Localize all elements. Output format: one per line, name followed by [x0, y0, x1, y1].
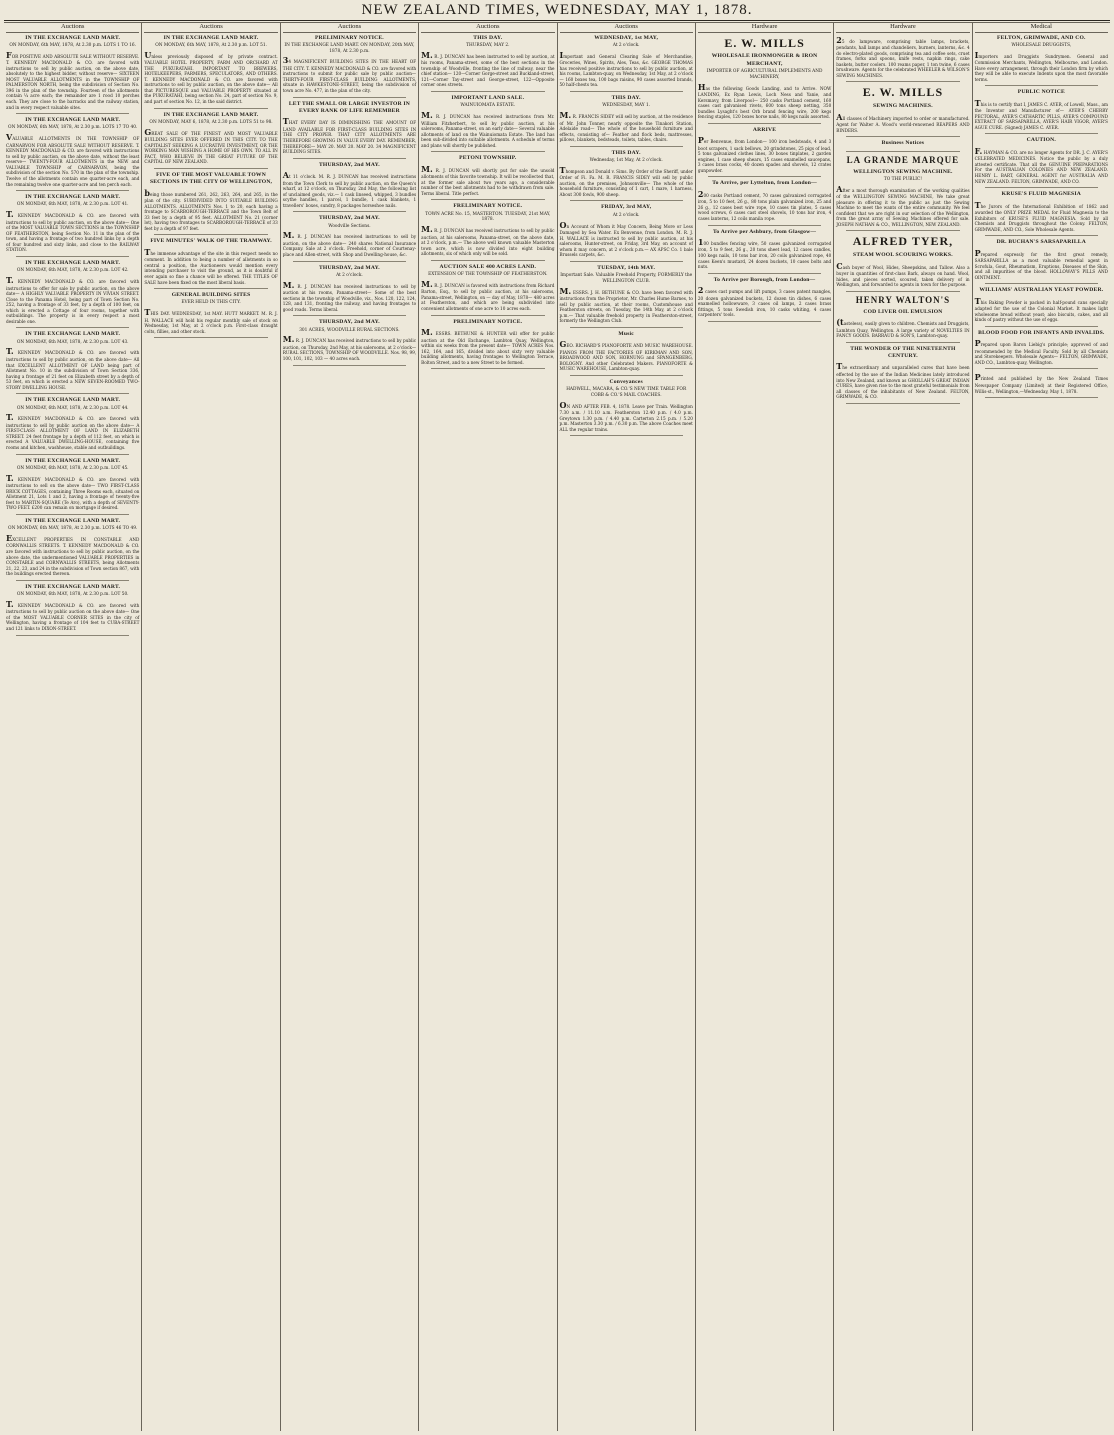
- advertisement-heading: AUCTION SALE 400 ACRES LAND.: [439, 263, 537, 270]
- advertisement-body: Prepared upon Baron Liebig's principle; approved of and recommended by the Medical Faculty. Sold by all Chemists and Storekeepers. Wholesale Agents— FELTON, GRIMWADE, AND CO., Lambton-quay, Wellington.: [974, 338, 1108, 365]
- advertisement-block: [698, 180, 831, 221]
- advertisement-block: [560, 35, 693, 88]
- column-heading: Auctions: [144, 23, 277, 33]
- advertisement-block: [836, 85, 969, 133]
- advertisement-heading: Conveyances: [609, 378, 643, 385]
- advertisement-body: ON AND AFTER FEB. 4, 1878. Leave per Train. Wellington 7.30 a.m. / 11.10 a.m. Featherston 12.40 p.m. / 4.0 p.m. Greytown 1.30 p.m. / 4.40 p.m. Carterton 2.15 p.m. / 5.20 p.m. Masterton 3.30 p.m. / 6.30 p.m. The above Coaches meet ALL the regular trains.: [559, 399, 693, 432]
- advertisement-separator: [154, 168, 267, 169]
- advertisement-block: [975, 330, 1108, 366]
- advertisement-separator: [846, 230, 959, 231]
- advertisement-body: M. R. J. DUNCAN will shortly put for sale the unsold allotments of this favorite township. It will be recollected that, at the former sale about two years ago, a considerable number of the best allotments had to be withdrawn from sale. Terms liberal. Title perfect.: [421, 163, 555, 196]
- advertisement-heading: THURSDAY, 2nd MAY.: [318, 161, 380, 168]
- advertisement-body: being those numbered 261, 262, 263, 264, and 265, in the plan of the city. SUBDIVIDED INTO SUITABLE BUILDING ALLOTMENTS. ALLOTMENTS Nos. 1 to 20, each having a frontage to SCARBOROUGH-TERRACE and the Town Belt of 33 feet by a depth of 95 feet. ALLOTMENT No. 21 (corner lot), having two frontages to SCARBOROUGH-TERRACE of 33 feet by a depth of 97 feet.: [144, 187, 278, 231]
- advertisement-block: [283, 162, 416, 209]
- advertisement-separator: [431, 151, 544, 152]
- advertisement-heading: IN THE EXCHANGE LAND MART.: [25, 259, 121, 266]
- advertisement-separator: [293, 158, 406, 159]
- advertisement-heading: PRELIMINARY NOTICE.: [314, 34, 384, 41]
- advertisement-body: T. KENNEDY MACDONALD & CO. are favored with instructions to sell by public auction on the above date— A FIRST-CLASS ALLOTMENT OF LAND IN ELIZABETH STREET. 24 feet frontage by a depth of 112 feet, on which is erected A VALUABLE DWELLING-HOUSE, containing five rooms and kitchen, washhouse, stable and outbuildings.: [6, 412, 140, 451]
- newspaper-column: [834, 23, 972, 1431]
- advertisement-block: [975, 372, 1108, 394]
- advertisement-block: [836, 295, 969, 339]
- advertisement-block: [836, 346, 969, 400]
- advertisement-body: T. KENNEDY MACDONALD & CO. are favored with instructions to sell by public auction, on the above date— All that EXCELLENT ALLOTMENT OF LAND being part of Allotment No. 10 in the subdivision of Town Section 336, having a frontage of 21 feet on Elizabeth street by a depth of 53 feet, on which is erected a NEW SEVEN-ROOMED TWO-STORY DWELLING HOUSE.: [6, 346, 140, 390]
- advertisement-heading: PUBLIC NOTICE: [1017, 89, 1065, 96]
- advertisement-subheading: Important Sale. Valuable Freehold Property, FORMERLY the WELLINGTON CLUB.: [560, 273, 693, 284]
- advertisement-separator: [431, 260, 544, 261]
- advertisement-heading: THIS DAY.: [473, 34, 503, 41]
- advertisement-block: [421, 155, 554, 196]
- advertisement-separator: [293, 97, 406, 98]
- advertisement-body: M. R. J. DUNCAN has received instructions to sell by public auction, on Thursday, 2nd May, at his salerooms, at 2 o'clock— RURAL SECTIONS, TOWNSHIP OF WOODVILLE. Nos. 98, 99, 100, 101, 102, 103 — 40 acres each.: [282, 334, 417, 361]
- advertisement-subheading: WEDNESDAY, MAY 1.: [602, 103, 651, 109]
- advertisement-heading: THE WONDER OF THE NINETEENTH CENTURY.: [850, 345, 956, 360]
- advertisement-body: T. KENNEDY MACDONALD & CO. are favored with instructions to sell by public auction on the above date— One of the MOST VALUABLE CORNER SITES in the city of Wellington, having a frontage of 104 feet to CUBA-STREET and 121 links to DIXON-STREET.: [6, 598, 140, 631]
- advertisement-separator: [570, 91, 683, 92]
- newspaper-column: [558, 23, 696, 1431]
- advertisement-block: [560, 204, 693, 257]
- advertisement-body: M. R. J. DUNCAN is favored with instructions from Richard Barton, Esq., to sell by public auction, at his salerooms, Panama-street, Wellington, on — day of May, 1878— 480 acres at Featherston, and which are being subdivided into convenient allotments of one acre to 10 acres each.: [421, 278, 555, 312]
- advertisement-block: [283, 215, 416, 257]
- advertisement-body: M. ESSRS. BETHUNE & HUNTER will offer for public auction at the Old Exchange, Lambton Quay, Wellington, within six weeks from the present date— TOWN ACRES Nos. 162, 164, and 165, divided into about sixty very valuable building allotments, having frontages to Wellington Terrace, Bolton Street, and to a new Street to be formed.: [421, 326, 555, 365]
- advertisement-block: [560, 265, 693, 324]
- advertisement-heading: KRUSE'S FLUID MAGNESIA: [1001, 191, 1081, 198]
- advertisement-separator: [985, 133, 1098, 134]
- advertisement-heading: IN THE EXCHANGE LAND MART.: [25, 194, 121, 201]
- advertisement-separator: [708, 321, 821, 322]
- advertisement-separator: [154, 108, 267, 109]
- advertisement-body: M. R. J. DUNCAN has been instructed to sell by auction, at his rooms, Panama-street, some of the best sections in the township of Woodville, fronting the line of railway, near the chief station— 120—Corner Gorge-street and Buckland-street, 121—Corner Tay-street and George-street, 122—Opposite corner ones streets.: [421, 49, 555, 88]
- advertisement-heading: BLOOD FOOD FOR INFANTS AND INVALIDS.: [978, 329, 1105, 336]
- advertisement-block: [975, 287, 1108, 323]
- advertisement-block: [6, 458, 139, 511]
- advertisement-body: VALUABLE ALLOTMENTS IN THE TOWNSHIP OF CARNARVON FOR ABSOLUTE SALE WITHOUT RESERVE. T. KENNEDY MACDONALD & CO. are favored with instructions to sell by public auction, on the above date, without the least reserve— TWENTY-FOUR ALLOTMENTS in the NEW and VALUABLE TOWNSHIP of CARNARVON, being the subdivision of the section No. 570 in the plan of the township. Twelve of the allotments contain one quarter-acre each, and the remaining twelve one quarter-acre and ten perch each.: [6, 132, 140, 187]
- advertisement-block: [698, 36, 831, 120]
- advertisement-heading: Music: [618, 330, 634, 337]
- advertisement-body: THIS DAY. WEDNESDAY, 1st MAY. HUTT MARKET. M. R. J. H. WALLACE will hold his regular monthly sale of stock on Wednesday, 1st May, at 2 o'clock p.m. First-class draught colts, fillies, and other stock.: [144, 307, 278, 334]
- advertisement-block: [421, 95, 554, 148]
- advertisement-block: [975, 239, 1108, 280]
- advertisement-subheading: TO THE PUBLIC!: [883, 176, 922, 182]
- advertisement-body: All classes of Machinery imported to order or manufactured. Agent for Walter A. Wood's world-renowned REAPERS AND BINDERS.: [836, 111, 970, 133]
- advertisement-heading: THURSDAY, 2nd MAY.: [318, 264, 380, 271]
- advertisement-subheading: ON MONDAY, MAY 6, 1878, At 2.30 p.m. LOTS 51 to 98.: [149, 119, 273, 125]
- newspaper-column: [142, 23, 280, 1431]
- advertisement-heading: FRELIMINARY NOTICE.: [453, 203, 523, 210]
- advertisement-block: [421, 35, 554, 88]
- advertisement-separator: [846, 81, 959, 82]
- advertisement-block: [6, 584, 139, 632]
- advertisement-heading: FRIDAY, 3rd MAY,: [601, 204, 652, 211]
- advertisement-separator: [985, 326, 1098, 327]
- advertisement-heading: PRELIMINARY NOTICE.: [453, 318, 523, 325]
- column-heading: Hardware: [836, 23, 969, 33]
- advertisement-separator: [708, 273, 821, 274]
- advertisement-body: M. R. J. DUNCAN has received instructions to sell by public auction, at his salerooms, Panama-street, on the above date, at 2 o'clock, p.m.— The above well known valuable Masterton town acre, which is now divided into eight building allotments, six of which only will be sold.: [421, 224, 555, 257]
- advertisement-heading: IN THE EXCHANGE LAND MART.: [25, 331, 121, 338]
- advertisement-body: M. ESSRS. J. H. BETHUNE & CO. have been favored with instructions from the Proprietor, Mr. Charles Hume Barnes, to sell by public auction, at their rooms, Customhouse and Featherston streets, on Tuesday, the 14th May, at 2 o'clock p.m.— That valuable freehold property in Featherston-street, formerly the Wellington Club.: [559, 285, 693, 324]
- advertisement-heading: SEWING MACHINES.: [873, 103, 933, 110]
- advertisement-heading: THIS DAY.: [611, 94, 641, 101]
- advertisement-heading: IN THE EXCHANGE LAND MART.: [25, 457, 121, 464]
- advertisement-body: The extraordinary and unparalleled cures that have been effected by the use of the Indian Medicines lately introduced into New Zealand, and known as GHOLLAH'S GREAT INDIAN CURES, have given rise to the most grateful testimonials from all classes of the inhabitants of New Zealand. FELTON, GRIMWADE, & CO.: [836, 361, 970, 400]
- advertisement-separator: [16, 256, 129, 257]
- advertisement-separator: [16, 190, 129, 191]
- advertisement-subheading: Woodville Sections.: [328, 223, 371, 229]
- advertisement-separator: [985, 235, 1098, 236]
- advertisement-separator: [985, 85, 1098, 86]
- advertisement-separator: [708, 176, 821, 177]
- advertisement-heading: FIVE MINUTES' WALK OF THE TRAMWAY.: [150, 238, 272, 245]
- advertisement-subheading: ON MONDAY, 6th MAY, 1878, At 2.30 p.m. LOT 45.: [16, 465, 129, 471]
- advertisement-display-title: E. W. MILLS: [862, 85, 944, 100]
- columns-container: [4, 23, 1110, 1431]
- advertisement-block: [836, 140, 969, 147]
- advertisement-body: T. KENNEDY MACDONALD & CO. are favored with instructions to sell on the above date— TWO FIRST-CLASS BRICK COTTAGES, containing Three Rooms each, situated on Allotment 21, Lots 1 and 2, having a frontage of twenty-five feet to MARTIN-SQUARE (Te Aro), with a depth of SEVENTY-TWO FEET. £200 can remain on mortgage if desired.: [6, 472, 140, 511]
- advertisement-subheading: EXTENSION OF THE TOWNSHIP OF FEATHERSTON.: [428, 272, 548, 278]
- advertisement-separator: [846, 342, 959, 343]
- advertisement-subheading: 301 ACRES, WOODVILLE RURAL SECTIONS.: [299, 327, 400, 333]
- advertisement-heading: IN THE EXCHANGE LAND MART.: [25, 397, 121, 404]
- advertisement-separator: [154, 234, 267, 235]
- advertisement-heading: COD LIVER OIL EMULSION: [863, 308, 943, 315]
- advertisement-separator: [985, 283, 1098, 284]
- advertisement-heading: To Arrive, per Lyttelton, from London—: [712, 180, 817, 187]
- advertisement-subheading: ON MONDAY, 6th MAY, 1878, At 2.30 p.m. LOT 44.: [16, 405, 129, 411]
- advertisement-subheading: ON MONDAY, 6th MAY, 1878, At 2.30 p.m. LOT 41.: [16, 202, 129, 208]
- advertisement-heading: IN THE EXCHANGE LAND MART.: [163, 111, 259, 118]
- advertisement-display-title: LA GRANDE MARQUE: [846, 154, 960, 165]
- advertisement-body: After a most thorough examination of the working qualities of the WELLINGTON SEWING MACHINE, We take great pleasure in offering it to the public as just the Sewing Machine to meet the wants of the entire community. We feel confident that we are right in our selection of the Wellington, from the great array of Sewing Machines offered for sale. JOSEPH NATHAN & CO., WELLINGTON, NEW ZEALAND.: [836, 183, 970, 227]
- advertisement-body: On Account of Whom it May Concern, Being More or Less Damaged by Sea Water. Ex Benvenue, from London. M. R. J. H. WALLACE is instructed to sell by public auction, at his salerooms, Hunter-street, on Friday, 3rd May, on account of whom it may concern, at 2 o'clock p.m.— AX APSC Co. 1 bale Brussels carpets, &c.: [559, 219, 693, 258]
- advertisement-separator: [154, 337, 267, 338]
- advertisement-separator: [293, 315, 406, 316]
- advertisement-separator: [431, 315, 544, 316]
- advertisement-block: [560, 379, 693, 432]
- advertisement-heading: IN THE EXCHANGE LAND MART.: [25, 583, 121, 590]
- advertisement-heading: WELLINGTON SEWING MACHINE.: [853, 168, 953, 175]
- advertisement-body: The immense advantage of the site in this respect needs no comment. In addition to being a number of allotments in so central a position, the Auctioneers would mention every intending purchaser to visit the ground, as it is doubtful if ever again so fine a chance will be offered. THE TITLES OF SALE have been fixed on the most liberal basis.: [144, 246, 278, 285]
- advertisement-body: This Baking Powder is packed in half-pound cans specially adapted for the use of the Colonial Market. It makes light wholesome bread without yeast; also biscuits, cakes, and all kinds of pastry without the use of eggs.: [974, 295, 1108, 323]
- advertisement-block: [560, 331, 693, 372]
- advertisement-subheading: WAINUIOMATA ESTATE.: [460, 103, 516, 109]
- advertisement-body: M. R. J. DUNCAN has received instructions to sell by auction at his rooms, Panama-street— Some of the best sections in the township of Woodville, viz., Nos. 120, 122, 124, 128, and 131, fronting the railway, and having frontages to good roads. Terms liberal.: [282, 279, 417, 312]
- newspaper-column: [4, 23, 142, 1431]
- column-heading: Auctions: [560, 23, 693, 33]
- advertisement-block: [698, 127, 831, 174]
- advertisement-heading: To Arrive per Ashbury, from Glasgow—: [712, 228, 817, 235]
- advertisement-block: [560, 150, 693, 198]
- advertisement-separator: [985, 397, 1098, 398]
- advertisement-block: [421, 203, 554, 256]
- advertisement-subheading: WHOLESALE DRUGGISTS,: [1011, 42, 1072, 48]
- advertisement-body: FOR POSITIVE AND ABSOLUTE SALE WITHOUT RESERVE. T. KENNEDY MACDONALD & CO. are favored with instructions to sell by public auction, on the above date, absolutely to the highest bidder, without reserve— SIXTEEN MOST VALUABLE ALLOTMENTS in the TOWNSHIP OF PALMERSTON NORTH, being the subdivision of Section No. 396 in the plan of the township. Fourteen of the allotments contain ¼ acre each; the remainder are 1 rood 10 perches each. They are close to the barracks and the railway station, and in every respect valuable sites.: [6, 49, 140, 110]
- advertisement-block: [6, 518, 139, 577]
- advertisement-block: [144, 292, 277, 334]
- advertisement-block: [975, 35, 1108, 83]
- advertisement-subheading: ON MONDAY, 6th MAY, 1878, At 2.30 p.m. LOT 50.: [16, 592, 129, 598]
- advertisement-body: At 11 o'clock. M. R. J. DUNCAN has received instructions from the Town Clerk to sell by public auction, on the Queen's wharf, at 12 o'clock, on Thursday, 2nd May, the following list of unclaimed goods, viz.— 1 cask linseed, whipped, 3 bundles scythe handles, 1 parcel, 1 bundle, 1 cask blankets, 1 travellers' boxes, sundry, 8 packages horseshoe nails.: [282, 169, 417, 208]
- advertisement-block: [283, 35, 416, 94]
- advertisement-separator: [846, 291, 959, 292]
- advertisement-subheading: IN THE EXCHANGE LAND MART. ON MONDAY, 20th MAY, 1878, At 2.30 p.m.: [284, 42, 415, 54]
- advertisement-block: [6, 117, 139, 187]
- advertisement-body: The Jurors of the International Exhibition of 1862 and awarded the ONLY PRIZE MEDAL for Fluid Magnesia to the Exhibitors of KRUSE'S FLUID MAGNESIA. Sold by all Chemists and Druggists throughout the Colony. FELTON, GRIMWADE, AND CO., Sole Wholesale Agents.: [974, 199, 1108, 232]
- advertisement-heading: FELTON, GRIMWADE, AND CO.: [997, 34, 1086, 41]
- advertisement-block: [836, 155, 969, 228]
- advertisement-block: [421, 264, 554, 312]
- advertisement-separator: [16, 514, 129, 515]
- advertisement-block: [836, 35, 969, 79]
- newspaper-column: [973, 23, 1110, 1431]
- advertisement-block: [975, 89, 1108, 130]
- advertisement-subheading: At 2 o'clock.: [612, 212, 640, 218]
- advertisement-block: [698, 229, 831, 270]
- advertisement-subheading: ON MONDAY, 6th MAY, 1878, At 2.30 p.m. LOT 51.: [155, 42, 267, 48]
- advertisement-separator: [570, 375, 683, 376]
- newspaper-column: [281, 23, 419, 1431]
- advertisement-heading: IMPORTANT LAND SALE.: [451, 94, 525, 101]
- advertisement-heading: WEDNESDAY, 1st MAY,: [594, 34, 659, 41]
- advertisement-separator: [846, 151, 959, 152]
- column-heading: Auctions: [421, 23, 554, 33]
- advertisement-separator: [708, 123, 821, 124]
- advertisement-block: [283, 319, 416, 361]
- advertisement-subheading: At 2 o'clock.: [336, 272, 363, 278]
- advertisement-body: 200 casks Portland cement, 70 cases galvanized corrugated iron, 5 to 10 feet, 26 g., 80 tons plain galvanized iron, 25 and 26 g., 12 cases best wire rope, 10 cases tin plates, 5 cases wood screws, 6 cases cast steel shovels, 10 tons bar iron, 4 cases lanterns, 12 coils manila rope.: [697, 188, 832, 221]
- advertisement-subheading: IMPORTER OF AGRICULTURAL IMPLEMENTS AND MACHINERY,: [706, 69, 823, 80]
- advertisement-block: [836, 234, 969, 287]
- advertisement-subheading: ON MONDAY, 6th MAY, 1878, At 2.30 p.m. LOTS 46 TO 49.: [8, 526, 138, 532]
- advertisement-separator: [846, 136, 959, 137]
- advertisement-body: Unless previously disposed of by private contract. VALUABLE HOTEL PROPERTY, FARM AND ORCHARD AT THE PUKURATAHI. IMPORTANT TO BREWERS, HOTELKEEPERS, FARMERS, SPECULATORS, AND OTHERS. T. KENNEDY MACDONALD & CO. are favored with instructions to sell by public auction, on the above date— All that PICTURESQUE and VALUABLE PROPERTY situated at the PUKURATAHI, being section No. 24, part of section No. 9, and part of section No. 12, in the said district.: [144, 49, 278, 104]
- advertisement-heading: PETONI TOWNSHIP.: [459, 155, 517, 162]
- advertisement-block: [144, 238, 277, 285]
- advertisement-body: M. R. J. DUNCAN has received instructions from Mr. William Fitzherbert, to sell by public auction, at his salerooms, Panama-street, on an early date— Several valuable allotments of land on the Wainuiomata Estate. The land has been sub-divided into suitable allotments. A schedule of terms and plans will shortly be published.: [421, 109, 555, 148]
- advertisement-body: F. HAYMAN & CO. are no longer Agents for DR. J. C. AYER'S CELEBRATED MEDICINES. Notice the public by a duly attested certificate. That all the GENUINE PREPARATIONS For the AUSTRALIAN COLONIES AND NEW ZEALAND. HENRY L. BART, GENERAL AGENT for AUSTRALIA AND NEW ZEALAND. FELTON, GRIMWADE, AND CO.: [974, 145, 1108, 184]
- advertisement-body: THAT EVERY DAY IS DIMINISHING THE AMOUNT OF LAND AVAILABLE FOR FIRST-CLASS BUILDING SITES IN THE CITY PROPER. THAT CITY ALLOTMENTS ARE THEREFORE GROWING IN VALUE EVERY DAY. REMEMBER, THEREFORE— MAY 20. MAY 20. MAY 20. 34 MAGNIFICENT BUILDING SITES.: [282, 116, 417, 155]
- column-heading: Auctions: [6, 23, 139, 33]
- advertisement-separator: [16, 327, 129, 328]
- advertisement-separator: [16, 454, 129, 455]
- advertisement-block: [6, 194, 139, 253]
- advertisement-separator: [570, 435, 683, 436]
- advertisement-body: Importers and Druggists Sundrymen. General and Commission Merchants, Wellington, Melbourne, and London. Have every arrangement, through their London firm by which they will be able to execute Indents upon the most favorable terms.: [974, 49, 1108, 82]
- advertisement-body: 100 bundles fencing wire, 50 cases galvanized corrugated iron, 5 to 9 feet, 26 g., 20 tons sheet lead, 12 cases candles, 100 kegs nails, 10 tons bar iron, 20 coils galvanized rope, 40 cases Keen's mustard, 24 dozen buckets, 10 cases bolts and nuts.: [697, 236, 832, 270]
- masthead-rule: [4, 20, 1110, 21]
- advertisement-heading: THURSDAY, 2nd MAY.: [318, 215, 380, 222]
- advertisement-separator: [16, 393, 129, 394]
- advertisement-body: GREAT SALE OF THE FINEST AND MOST VALUABLE BUILDING SITES EVER OFFERED IN THIS CITY. TO THE CAPITALIST SEEKING A LUCRATIVE INVESTMENT, OR THE WORKING MAN WISHING A HOME OF HIS OWN. TO ALL IN FACT, WHO BELIEVE IN THE GREAT FUTURE OF THE CAPITAL OF NEW ZEALAND.: [144, 126, 278, 165]
- advertisement-separator: [293, 365, 406, 366]
- advertisement-separator: [985, 187, 1098, 188]
- advertisement-separator: [570, 146, 683, 147]
- advertisement-block: [6, 35, 139, 111]
- advertisement-heading: To Arrive per Borough, from London—: [713, 276, 816, 283]
- advertisement-heading: FIVE OF THE MOST VALUABLE TOWN SECTIONS IN THE CITY OF WELLINGTON,: [149, 171, 273, 186]
- newspaper-column: [696, 23, 834, 1431]
- advertisement-block: [975, 191, 1108, 232]
- advertisement-heading: IN THE EXCHANGE LAND MART.: [163, 34, 259, 41]
- advertisement-heading: THIS DAY.: [611, 149, 641, 156]
- advertisement-body: 25 do lampware, comprising table lamps, brackets, pendants, hall lamps and chandeliers, burners, lanterns, &c. 4 do electro-plated goods, comprising tea and coffee sets, cruet frames, forks and spoons, knife rests, napkin rings, cake baskets, butter coolers. 100 reams paper, 1 ton twine, 6 cases brushware. Agents for the celebrated WHEELER & WILSON'S SEWING MACHINES.: [836, 34, 970, 78]
- advertisement-heading: IN THE EXCHANGE LAND MART.: [25, 517, 121, 524]
- advertisement-separator: [293, 261, 406, 262]
- advertisement-body: Important and General Clearing Sale of Merchandise, Groceries, Wines, Spirits, Ales, Teas, &c. GEORGE THOMAS has received positive instructions to sell by public auction, at his rooms, Lambton-quay, on Wednesday, 1st May, at 2 o'clock— 160 boxes tea, 100 bags raisins, 90 cases assorted brands, 50 half-chests tea.: [559, 49, 693, 88]
- advertisement-separator: [570, 200, 683, 201]
- advertisement-subheading: HADWELL, MACARA, & CO.'S NEW TIME TABLE FOR COBB & CO.'S MAIL COACHES.: [566, 387, 687, 398]
- advertisement-block: [6, 331, 139, 390]
- advertisement-block: [560, 95, 693, 143]
- advertisement-body: Printed and published by the New Zealand Times Newspaper Company (Limited) at their Registered Office, Willis-st., Wellington,—Wednesday, May 1, 1878.: [974, 372, 1108, 394]
- advertisement-heading: GENERAL BUILDING SITES: [171, 292, 251, 299]
- advertisement-heading: IN THE EXCHANGE LAND MART.: [25, 117, 121, 124]
- advertisement-heading: THURSDAY, 2nd MAY.: [318, 319, 380, 326]
- advertisement-display-title: ALFRED TYER,: [852, 234, 954, 249]
- column-heading: Auctions: [283, 23, 416, 33]
- advertisement-heading: Business Notices: [881, 140, 925, 147]
- advertisement-subheading: At 2 o'clock.: [612, 42, 640, 48]
- advertisement-block: [283, 265, 416, 313]
- advertisement-subheading: TOWN ACRE No. 15, MASTERTON. TUESDAY, 21st MAY, 1878.: [425, 211, 551, 223]
- advertisement-body: 2 cases cast pumps and lift pumps, 3 cases patent mangles, 20 dozen galvanized buckets, 12 dozen tin dishes, 6 cases enamelled hollowware, 3 cases oil lamps, 2 cases brass fittings, 5 tons Swedish iron, 10 casks whiting, 4 cases carpenters' tools.: [697, 285, 832, 318]
- advertisement-block: [698, 277, 831, 318]
- advertisement-separator: [431, 368, 544, 369]
- newspaper-column: [419, 23, 557, 1431]
- advertisement-heading: TUESDAY, 14th MAY.: [597, 264, 656, 271]
- advertisement-block: [144, 35, 277, 105]
- advertisement-body: T. KENNEDY MACDONALD & CO. are favored with instructions to offer for sale by public auction, on the above date— A HIGHLY VALUABLE PROPERTY IN VIVIAN STREET. Close to the Panama Hotel, being part of Town Section No. 252, having a frontage of 33 feet, by a depth of 100 feet, on which is erected a Cottage of four rooms, together with outbuildings. The property is in every respect a most desirable one.: [6, 274, 140, 324]
- advertisement-block: [421, 319, 554, 366]
- advertisement-subheading: ON MONDAY, 6th MAY, 1878, At 2.30 p.m. LOTS 1 TO 16.: [9, 42, 136, 48]
- advertisement-body: This is to certify that I, JAMES C. AYER, of Lowell, Mass., am the Inventor and Manufacturer of— AYER'S CHERRY PECTORAL, AYER'S CATHARTIC PILLS, AYER'S COMPOUND EXTRACT OF SARSAPARILLA, AYER'S HAIR VIGOR, AYER'S AGUE CURE. (Signed) JAMES C. AYER.: [974, 97, 1108, 130]
- advertisement-body: GEO. RICHARD'S PIANOFORTE AND MUSIC WAREHOUSE. PIANOS FROM THE FACTORIES OF KIRKMAN AND SON, BROADWOOD AND SON, HORNUNG and SPANGENBERG, BOLOGNY. And other Celebrated Makers. PIANOFORTE & MUSIC WAREHOUSE, Lambton-quay.: [559, 339, 693, 372]
- advertisement-separator: [846, 403, 959, 404]
- advertisement-block: [975, 137, 1108, 184]
- advertisement-separator: [431, 91, 544, 92]
- advertisement-display-title: HENRY WALTON'S: [855, 294, 951, 305]
- advertisement-body: M. R. FRANCIS SIDEY will sell by auction, at the residence of Mr. John Tonner, nearly opposite the Tinakori Station, Adelaide road— The whole of the household furniture and effects, consisting of— Feather and flock beds, mattresses, pillows, blankets, bedsteads, toilets, tables, chairs.: [559, 109, 693, 143]
- advertisement-separator: [570, 261, 683, 262]
- advertisement-body: M. R. J. DUNCAN has received instructions to sell by auction, on the above date— 240 shares National Insurance Company. Sale at 2 o'clock. Freehold, corner of Courtenay-place and Allen-street, with Shop and Dwelling-house, &c.: [282, 230, 417, 257]
- advertisement-body: Cash buyer of Wool, Hides, Sheepskins, and Tallow. Also a buyer in quantities of first-class Bark, always on hand. Wool, hides, and pieces sorted, scoured, taken delivery of in Wellington, and forwarded to agents in town for the purpose.: [836, 260, 970, 288]
- advertisement-block: [6, 397, 139, 450]
- advertisement-block: [283, 101, 416, 155]
- advertisement-body: Per Benvenue, from London— 100 iron bedsteads, 4 and 3 boot scrapers, 1 sack bellows, 20 grindstones, 25 pigs of lead, 5 tons galvanized clothes lines, 30 boxes tinplates, 2 garden engines, 1 case sheep shears, 15 cases enamelled saucepans, 3 cases brass cocks, 40 dozen spades and shovels, 12 crates gunpowder.: [697, 135, 832, 173]
- column-heading: Hardware: [698, 23, 831, 33]
- advertisement-block: [6, 260, 139, 324]
- advertisement-block: [144, 112, 277, 165]
- advertisement-separator: [985, 368, 1098, 369]
- advertisement-display-title: E. W. MILLS: [724, 35, 805, 50]
- column-heading: Medical: [975, 23, 1108, 33]
- advertisement-body: EXCELLENT PROPERTIES IN CONSTABLE AND CORNWALLIS STREETS. T. KENNEDY MACDONALD & CO. are favored with instructions to sell by public auction, on the above date, the undermentioned VALUABLE PROPERTIES in CONSTABLE and CORNWALLIS STREETS, being Allotments 21, 22, 23, and 24 in the subdivision of Town section 867, with the buildings erected thereon.: [6, 532, 140, 577]
- advertisement-separator: [16, 580, 129, 581]
- advertisement-body: Thompson and Donald v. Sims. By Order of the Sheriff, under Order of Fi. Fa. M. R. FRANCIS SIDEY will sell by public auction, on the premises, Johnsonville— The whole of the household furniture, consisting of 1 cart, 1 mare, 1 harness, About 300 fowls, 900 sheep.: [559, 164, 693, 197]
- advertisement-separator: [16, 113, 129, 114]
- advertisement-body: Prepared expressly for the first great remedy, SARSAPARILLA as a most valuable remedial agent in Scrofula, Gout, Rheumatism, Eruptions, Diseases of the Skin, and all impurities of the blood. HOLLOWAY'S PILLS AND OINTMENT.: [974, 247, 1108, 280]
- advertisement-subheading: EVER HELD IN THIS CITY.: [181, 300, 241, 306]
- advertisement-separator: [16, 635, 129, 636]
- advertisement-heading: STEAM WOOL SCOURING WORKS.: [853, 252, 953, 259]
- advertisement-block: [144, 172, 277, 232]
- advertisement-heading: DR. BUCHAN'S SARSAPARILLA: [996, 239, 1086, 246]
- advertisement-subheading: ON MONDAY, 6th MAY, 1878, At 2.30 p.m. LOTS 17 TO 40.: [8, 125, 138, 131]
- advertisement-heading: WILLIAMS' AUSTRALIAN YEAST POWDER.: [979, 287, 1104, 294]
- advertisement-subheading: Wednesday, 1st May, At 2 o'clock.: [589, 158, 663, 164]
- advertisement-heading: ARRIVE: [752, 126, 777, 133]
- advertisement-separator: [708, 225, 821, 226]
- advertisement-separator: [570, 327, 683, 328]
- masthead-title: NEW ZEALAND TIMES, WEDNESDAY, MAY 1, 1878.: [361, 1, 753, 18]
- advertisement-subheading: ON MONDAY, 6th MAY, 1878, At 2.30 p.m. LOT 43.: [16, 339, 129, 345]
- advertisement-subheading: ON MONDAY, 6th MAY, 1878, At 2.30 p.m. LOT 42.: [16, 268, 129, 274]
- advertisement-separator: [431, 199, 544, 200]
- advertisement-body: (tasteless), easily given to children. Chemists and Druggists, Lambton Quay, Wellington. A large variety of NOVELTIES IN FANCY GOODS. BARRAUD & SON'S, Lambton-quay.: [836, 317, 970, 339]
- advertisement-body: Has the following Goods Landing, and to Arrive. NOW LANDING, Ex Ryan Lewis, Loch Ness and Yanie, and Kersmavy, from Liverpool— 250 casks Portland cement, 160 cases cast galvanised rivets, 600 tons sheep netting, 350 bundles Lysaght's best Orb brand fencing wire, 200 kegs fencing staples, 120 boxes horse nails, 80 kegs nails assorted.: [697, 81, 832, 120]
- advertisement-subheading: THURSDAY, MAY 2.: [466, 42, 510, 48]
- advertisement-heading: IN THE EXCHANGE LAND MART.: [25, 34, 121, 41]
- advertisement-heading: WHOLESALE IRONMONGER & IRON MERCHANT,: [711, 53, 818, 67]
- advertisement-body: 34 MAGNIFICENT BUILDING SITES IN THE HEART OF THE CITY. T. KENNEDY MACDONALD & CO. are favored with instructions to submit for public sale by public auction— THIRTY-FOUR FIRST-CLASS BUILDING ALLOTMENTS, situate in HAWKESTONE-STREET, being the subdivision of town acre No. 477, in the plan of the city.: [282, 55, 417, 94]
- advertisement-heading: CAUTION.: [1026, 137, 1057, 144]
- advertisement-separator: [154, 288, 267, 289]
- advertisement-separator: [293, 211, 406, 212]
- advertisement-heading: LET THE SMALL OR LARGE INVESTOR IN EVERY RANK OF LIFE REMEMBER: [288, 100, 411, 114]
- advertisement-body: T. KENNEDY MACDONALD & CO. are favored with instructions to sell by public auction, on the above date— One of the MOST VALUABLE TOWN SECTIONS in the TOWNSHIP OF FEATHERSTON, being Section No. 11 in the plan of the town, and having a frontage of two hundred links by a depth of four hundred and sixty links, and close to the RAILWAY STATION.: [6, 209, 140, 253]
